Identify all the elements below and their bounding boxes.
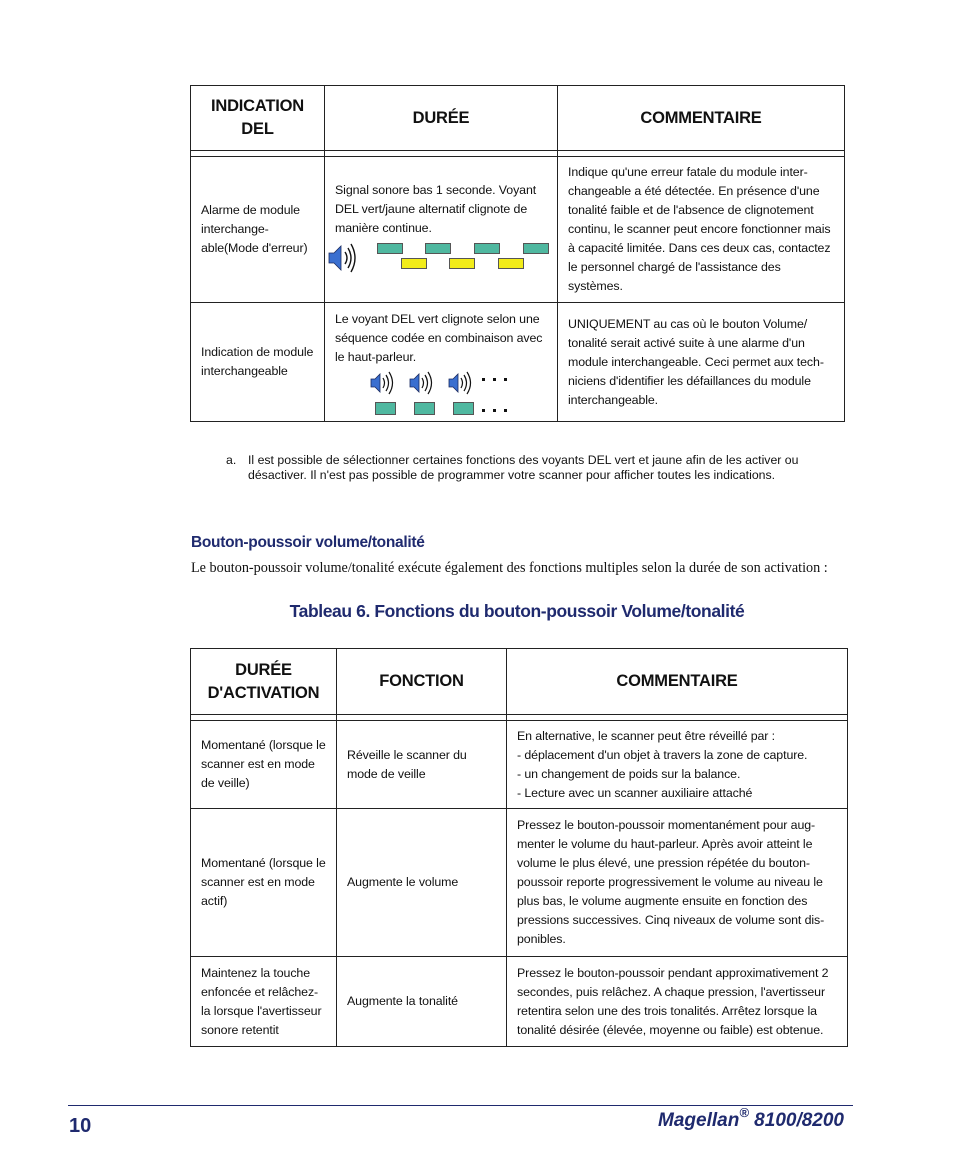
yellow-led-icon [449,258,475,269]
yellow-led-icon [498,258,524,269]
volume-button-table [190,648,848,1047]
ellipsis-icon [481,376,513,384]
row2-duree-activation: Momentané (lorsque le scanner est en mode actif) [191,809,337,957]
green-led-icon [474,243,500,254]
table6-title: Tableau 6. Fonctions du bouton-poussoir Volume/tonalité [289,601,745,621]
row3-duree-activation: Maintenez la touche enfoncée et relâchez-la lorsque l'avertisseur sonore retentit [191,957,337,1047]
section-heading: Bouton-poussoir volume/tonalité [191,534,425,551]
row2-commentaire: UNIQUEMENT au cas où le bouton Volume/ tonalité serait activé suite à une alarme d'un module interchangeable. Ceci permet aux tech-niciens d'identifier les défaillances du module interchangeable. [558,303,845,422]
footnote-text: Il est possible de sélectionner certaines fonctions des voyants DEL vert et jaune afin de les activer ou désactiver. Il n'est pas possible de programmer votre scanner pour afficher toutes les indications. [248,453,799,482]
table-row [191,957,848,1047]
row1-indication: Alarme de module interchange-able(Mode d'erreur) [191,157,325,303]
footer-rule [68,1105,853,1106]
header-fonction: FONCTION [337,649,507,715]
table-row [191,809,848,957]
table-header-row [191,649,848,715]
row3-commentaire: Pressez le bouton-poussoir pendant approximativement 2 secondes, puis relâchez. A chaque pression, l'avertisseur retentira selon une des trois tonalités. Arrêtez lorsque la tonalité désirée (élevée, moyenne ou faible) est obtenue. [507,957,848,1047]
page-number: 10 [69,1115,92,1137]
row1-commentaire: En alternative, le scanner peut être réveillé par : - déplacement d'un objet à travers la zone de capture. - un changement de poids sur la balance. - Lecture avec un scanner auxiliaire attaché [507,721,848,809]
product-model: 8100/8200 [748,1110,844,1131]
table-row [191,303,845,422]
header-commentaire: COMMENTAIRE [558,86,845,151]
row1-duree-cell [325,157,558,303]
body-paragraph: Le bouton-poussoir volume/tonalité exécute également des fonctions multiples selon la durée de son activation : [191,560,828,576]
row1-fonction: Réveille le scanner du mode de veille [337,721,507,809]
green-led-icon [425,243,451,254]
row2-indication: Indication de module interchangeable [191,303,325,422]
row1-commentaire: Indique qu'une erreur fatale du module inter-changeable a été détectée. En présence d'une tonalité faible et de l'absence de clignotement continu, le scanner peut encore fonctionner mais à capacité limitée. Dans ces deux cas, contactez le personnel chargé de l'assistance des systèmes. [558,157,845,303]
header-duree: DURÉE [325,86,558,151]
green-led-icon [453,402,474,415]
row2-fonction: Augmente le volume [337,809,507,957]
yellow-led-icon [401,258,427,269]
speaker-alarm-icon [326,238,366,278]
green-led-icon [377,243,403,254]
header-duree-activation: DURÉE D'ACTIVATION [191,649,337,715]
row2-duree: Le voyant DEL vert clignote selon une séquence codée en combinaison avec le haut-parleur. [335,312,543,364]
green-led-icon [375,402,396,415]
row3-fonction: Augmente la tonalité [337,957,507,1047]
green-led-icon [414,402,435,415]
footnote-marker: a. [226,453,237,467]
footer-product [658,1105,844,1132]
ellipsis-icon [481,407,513,415]
row2-duree-cell [325,303,558,422]
product-name: Magellan [658,1110,740,1131]
header-indication-del: INDICATION DEL [191,86,325,151]
speaker-icon [408,368,438,398]
green-led-icon [523,243,549,254]
row2-commentaire: Pressez le bouton-poussoir momentanément pour aug-menter le volume du haut-parleur. Après avoir atteint le volume le plus élevé, une pression répétée du bouton-poussoir reporte progressivement le volume au niveau le plus bas, le volume augmente ensuite en fonction des pressions successives. Cinq niveaux de volume sont dis-ponibles. [507,809,848,957]
table-header-row [191,86,845,151]
table-row [191,157,845,303]
header-commentaire: COMMENTAIRE [507,649,848,715]
speaker-icon [369,368,399,398]
led-indication-table [190,85,845,422]
registered-mark: ® [739,1105,749,1120]
speaker-icon [447,368,477,398]
row1-duree-activation: Momentané (lorsque le scanner est en mode de veille) [191,721,337,809]
table-row [191,721,848,809]
row1-duree: Signal sonore bas 1 seconde. Voyant DEL vert/jaune alternatif clignote de manière continue. [335,183,537,235]
